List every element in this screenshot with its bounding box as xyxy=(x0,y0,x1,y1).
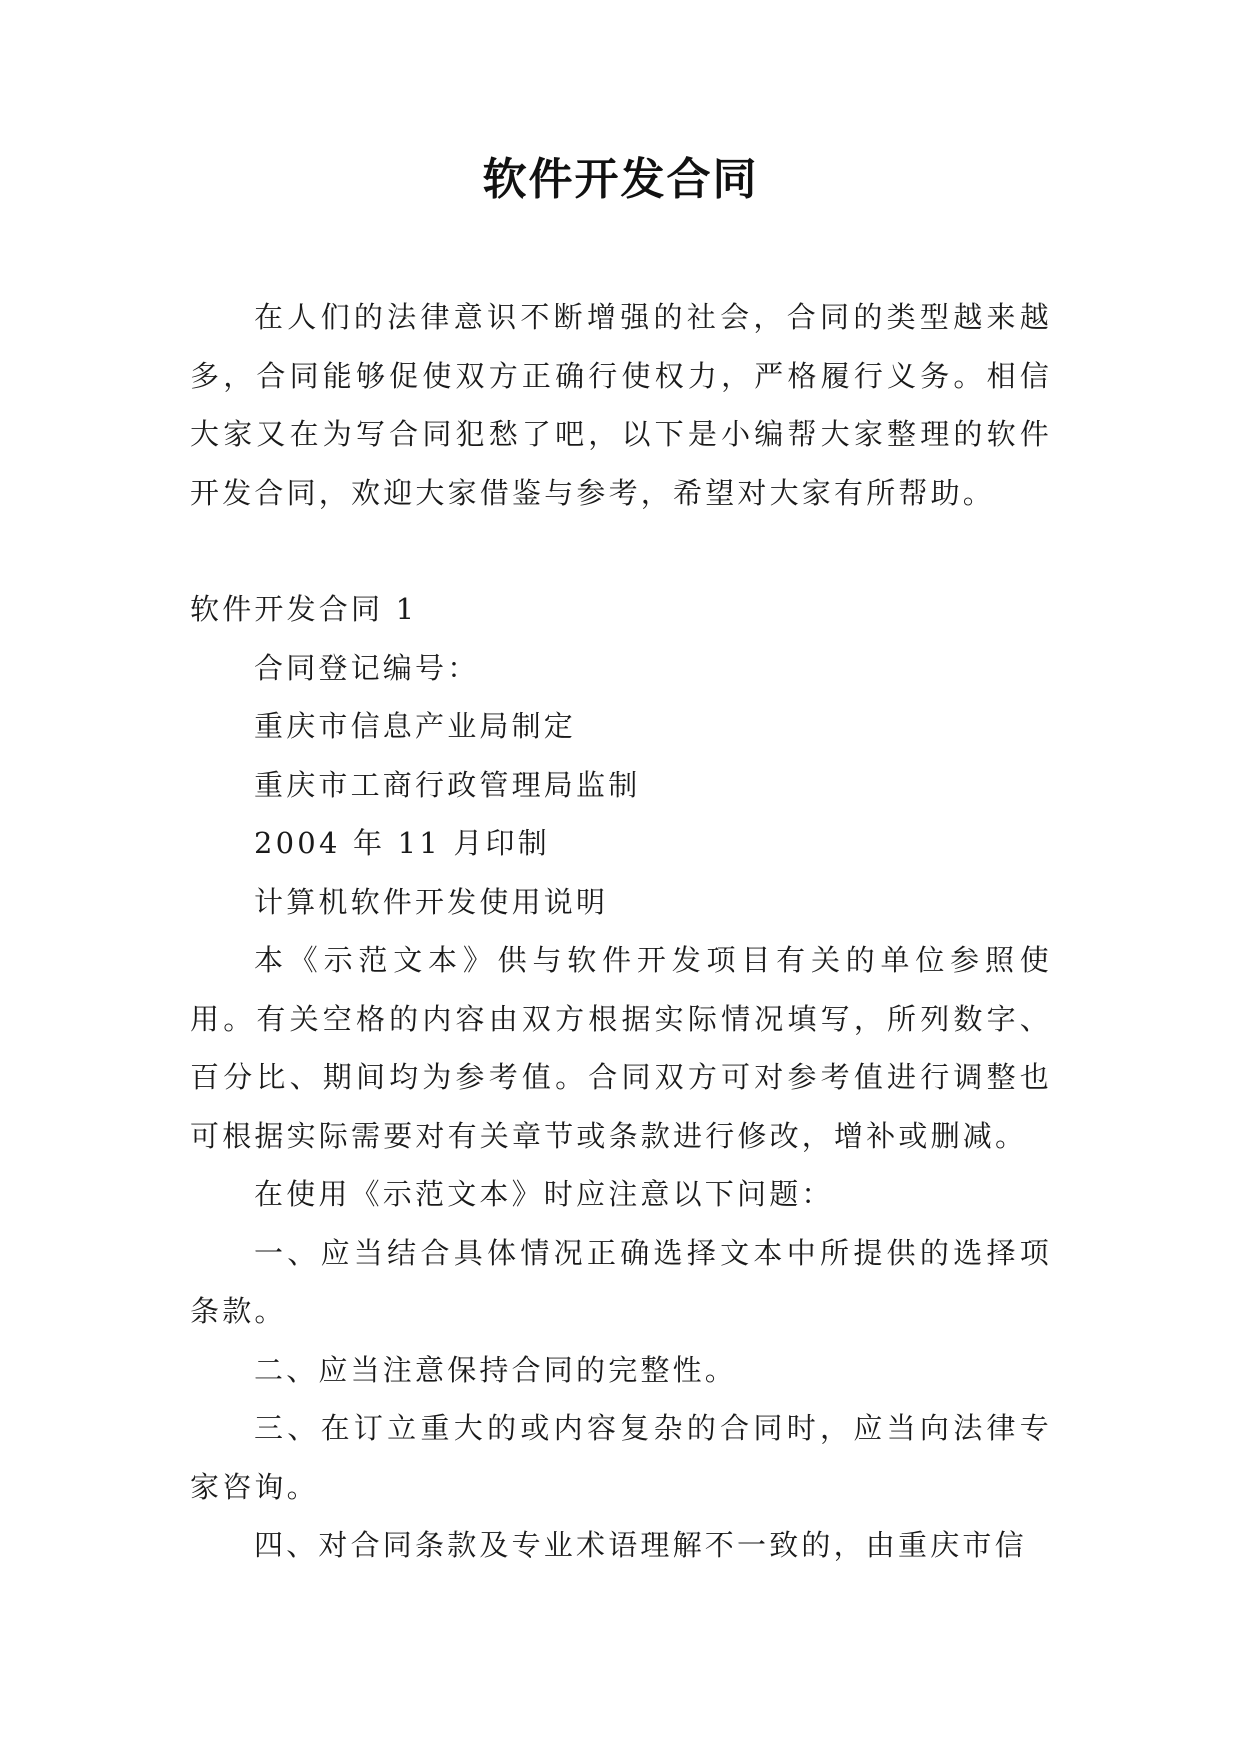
page-title: 软件开发合同 xyxy=(482,154,759,205)
section-heading: 软件开发合同 1 xyxy=(190,592,418,626)
note-item-3: 三、在订立重大的或内容复杂的合同时，应当向法律专家咨询。 xyxy=(190,1411,1052,1504)
note-item-2: 二、应当注意保持合同的完整性。 xyxy=(254,1352,738,1387)
intro-paragraph: 在人们的法律意识不断增强的社会，合同的类型越来越多，合同能够促使双方正确行使权力，严格履行义务。相信大家又在为写合同犯愁了吧，以下是小编帮大家整理的软件开发合同，欢迎大家借鉴与参考，希望对大家有所帮助。 xyxy=(190,300,1052,510)
usage-heading: 计算机软件开发使用说明 xyxy=(254,884,609,919)
registration-number-label: 合同登记编号： xyxy=(254,650,480,685)
document-body xyxy=(190,288,1052,1575)
print-date-line: 2004 年 11 月印制 xyxy=(254,826,550,860)
note-item-4: 四、对合同条款及专业术语理解不一致的，由重庆市信 xyxy=(254,1528,1027,1562)
usage-paragraph: 本《示范文本》供与软件开发项目有关的单位参照使用。有关空格的内容由双方根据实际情况填写，所列数字、百分比、期间均为参考值。合同双方可对参考值进行调整也可根据实际需要对有关章节或条款进行修改，增补或删减。 xyxy=(190,943,1052,1153)
issuer-line: 重庆市信息产业局制定 xyxy=(254,709,577,743)
note-item-1: 一、应当结合具体情况正确选择文本中所提供的选择项条款。 xyxy=(190,1235,1052,1328)
supervisor-line: 重庆市工商行政管理局监制 xyxy=(254,767,641,802)
notes-heading: 在使用《示范文本》时应注意以下问题： xyxy=(254,1177,834,1211)
